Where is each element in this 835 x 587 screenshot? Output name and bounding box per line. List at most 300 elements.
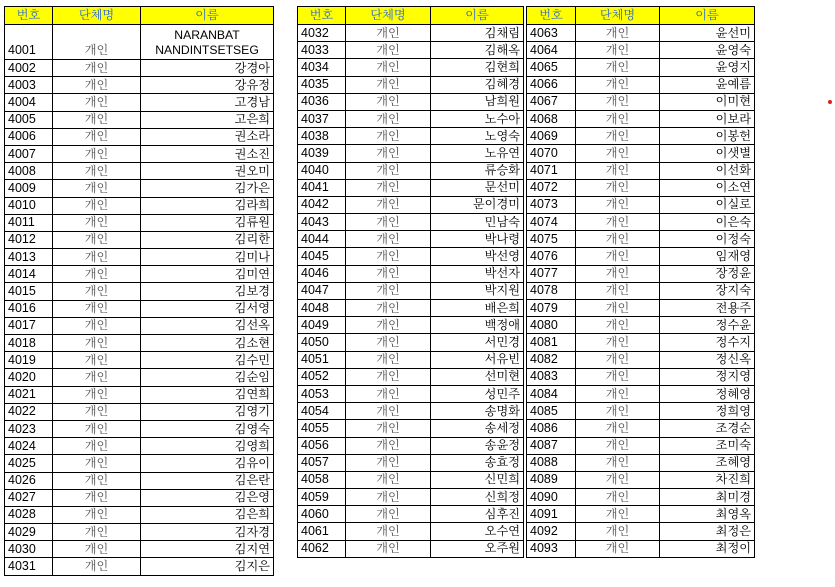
row-number: 4070: [527, 145, 576, 162]
row-group: 개인: [346, 454, 431, 471]
row-number: 4010: [5, 197, 53, 214]
roster-table-1: [4, 6, 274, 576]
row-number: 4018: [5, 335, 53, 352]
row-group: 개인: [346, 93, 431, 110]
row-number: 4081: [527, 334, 576, 351]
row-number: 4073: [527, 196, 576, 213]
row-name: 차진희: [660, 471, 755, 488]
table-row: [5, 335, 274, 352]
table-row: [5, 506, 274, 523]
table-row: [298, 385, 524, 402]
row-group: 개인: [53, 111, 141, 128]
table-row: [5, 403, 274, 420]
table-row: [298, 145, 524, 162]
row-number: 4075: [527, 231, 576, 248]
table-row: [5, 231, 274, 248]
table-row: [298, 437, 524, 454]
row-group: 개인: [346, 403, 431, 420]
table-row: [527, 162, 755, 179]
row-name: 김지은: [141, 558, 274, 575]
row-name: 이선화: [660, 162, 755, 179]
row-number: 4079: [527, 300, 576, 317]
table-row: [5, 249, 274, 266]
row-name: 정혜영: [660, 385, 755, 402]
row-number: 4007: [5, 145, 53, 162]
row-group: 개인: [576, 506, 660, 523]
row-name: 조미숙: [660, 437, 755, 454]
header-row: [5, 7, 274, 25]
table-row: [5, 541, 274, 558]
row-number: 4047: [298, 282, 346, 299]
row-number: 4057: [298, 454, 346, 471]
row-number: 4015: [5, 283, 53, 300]
row-number: 4076: [527, 248, 576, 265]
roster-table-2: [297, 6, 524, 558]
row-name: 권소진: [141, 145, 274, 162]
row-group: 개인: [53, 163, 141, 180]
table-row: [5, 352, 274, 369]
row-group: 개인: [53, 438, 141, 455]
row-group: 개인: [576, 317, 660, 334]
row-group: 개인: [346, 489, 431, 506]
row-group: 개인: [53, 524, 141, 541]
row-number: 4022: [5, 403, 53, 420]
row-name: 임재영: [660, 248, 755, 265]
row-group: 개인: [53, 300, 141, 317]
header-number: 번호: [5, 7, 53, 25]
row-number: 4041: [298, 179, 346, 196]
row-number: 4088: [527, 454, 576, 471]
row-number: 4034: [298, 59, 346, 76]
row-number: 4089: [527, 471, 576, 488]
row-name: 김미연: [141, 266, 274, 283]
row-number: 4030: [5, 541, 53, 558]
row-name: 권소라: [141, 128, 274, 145]
row-group: 개인: [53, 77, 141, 94]
table-row: [5, 197, 274, 214]
row-group: 개인: [53, 94, 141, 111]
row-group: 개인: [53, 506, 141, 523]
table-row: [5, 317, 274, 334]
table-row: [298, 506, 524, 523]
row-group: 개인: [53, 335, 141, 352]
row-number: 4026: [5, 472, 53, 489]
row-group: 개인: [53, 249, 141, 266]
row-group: 개인: [346, 162, 431, 179]
row-number: 4016: [5, 300, 53, 317]
row-number: 4092: [527, 523, 576, 540]
row-number: 4051: [298, 351, 346, 368]
row-group: 개인: [53, 214, 141, 231]
table-row: [5, 180, 274, 197]
row-name: 이미현: [660, 93, 755, 110]
table-row: [527, 25, 755, 42]
row-name: 권오미: [141, 163, 274, 180]
header-row: [298, 7, 524, 25]
table-row: [5, 266, 274, 283]
row-name: 최정이: [660, 540, 755, 557]
header-row: [527, 7, 755, 25]
row-group: 개인: [576, 248, 660, 265]
row-name: 김영숙: [141, 420, 274, 437]
table-row: [527, 420, 755, 437]
table-row: [527, 128, 755, 145]
row-name: 김자경: [141, 524, 274, 541]
row-number: 4084: [527, 385, 576, 402]
row-name: 김혜경: [431, 76, 524, 93]
row-name: 문이경미: [431, 196, 524, 213]
table-row: [527, 110, 755, 127]
row-number: 4014: [5, 266, 53, 283]
row-name: 박선영: [431, 248, 524, 265]
row-number: 4058: [298, 471, 346, 488]
row-group: 개인: [346, 145, 431, 162]
row-number: 4023: [5, 420, 53, 437]
row-name: 노유연: [431, 145, 524, 162]
row-name: 고은희: [141, 111, 274, 128]
row-number: 4093: [527, 540, 576, 557]
table-row: [298, 540, 524, 557]
row-group: 개인: [576, 162, 660, 179]
table-row: [527, 42, 755, 59]
header-number: 번호: [527, 7, 576, 25]
row-name: 민남숙: [431, 214, 524, 231]
row-name: 윤영숙: [660, 42, 755, 59]
row-number: 4053: [298, 385, 346, 402]
table-row: [527, 248, 755, 265]
table-row: [298, 59, 524, 76]
row-name: 남희원: [431, 93, 524, 110]
table-row: [5, 489, 274, 506]
table-row: [298, 454, 524, 471]
row-number: 4012: [5, 231, 53, 248]
table-row: [5, 472, 274, 489]
row-group: 개인: [576, 437, 660, 454]
row-name: 심후진: [431, 506, 524, 523]
row-number: 4045: [298, 248, 346, 265]
row-group: 개인: [576, 540, 660, 557]
row-number: 4064: [527, 42, 576, 59]
row-group: 개인: [53, 420, 141, 437]
row-name: 박선자: [431, 265, 524, 282]
table-row: [298, 179, 524, 196]
row-number: 4009: [5, 180, 53, 197]
header-number: 번호: [298, 7, 346, 25]
row-number: 4080: [527, 317, 576, 334]
row-name: 이은숙: [660, 214, 755, 231]
row-group: 개인: [53, 352, 141, 369]
table-row: [298, 214, 524, 231]
table-row: [5, 60, 274, 77]
table-row: [298, 317, 524, 334]
row-number: 4048: [298, 300, 346, 317]
table-row: [5, 438, 274, 455]
row-name: 김가은: [141, 180, 274, 197]
table-row: [5, 145, 274, 162]
row-group: 개인: [53, 386, 141, 403]
row-group: 개인: [576, 300, 660, 317]
table-row: [527, 214, 755, 231]
table-row: [5, 77, 274, 94]
row-name: 류승화: [431, 162, 524, 179]
table-row: [298, 42, 524, 59]
row-name: 서유빈: [431, 351, 524, 368]
roster-table-3: [526, 6, 755, 558]
row-group: 개인: [53, 25, 141, 60]
row-name: 정신옥: [660, 351, 755, 368]
table-row: [298, 76, 524, 93]
table-row: [5, 283, 274, 300]
row-group: 개인: [576, 334, 660, 351]
row-number: 4032: [298, 25, 346, 42]
row-group: 개인: [53, 455, 141, 472]
row-name: 최영옥: [660, 506, 755, 523]
row-name: 정수지: [660, 334, 755, 351]
row-group: 개인: [53, 231, 141, 248]
row-number: 4059: [298, 489, 346, 506]
table-row: [527, 523, 755, 540]
row-group: 개인: [346, 317, 431, 334]
row-group: 개인: [576, 454, 660, 471]
table-row: [5, 94, 274, 111]
table-row: [527, 454, 755, 471]
table-row: [298, 489, 524, 506]
row-number: 4008: [5, 163, 53, 180]
row-number: 4060: [298, 506, 346, 523]
row-number: 4091: [527, 506, 576, 523]
row-name: 김유이: [141, 455, 274, 472]
row-name: 노영숙: [431, 128, 524, 145]
row-group: 개인: [346, 523, 431, 540]
row-number: 4043: [298, 214, 346, 231]
row-number: 4020: [5, 369, 53, 386]
row-number: 4050: [298, 334, 346, 351]
row-number: 4031: [5, 558, 53, 575]
row-number: 4011: [5, 214, 53, 231]
row-group: 개인: [576, 42, 660, 59]
row-group: 개인: [576, 76, 660, 93]
row-group: 개인: [576, 420, 660, 437]
table-row: [298, 351, 524, 368]
table-row: [527, 540, 755, 557]
table-row: [298, 420, 524, 437]
row-number: 4001: [5, 25, 53, 60]
row-group: 개인: [53, 317, 141, 334]
row-name: 배은희: [431, 300, 524, 317]
row-group: 개인: [576, 265, 660, 282]
row-group: 개인: [346, 420, 431, 437]
row-number: 4078: [527, 282, 576, 299]
row-number: 4027: [5, 489, 53, 506]
row-number: 4083: [527, 368, 576, 385]
table-row: [527, 317, 755, 334]
row-group: 개인: [53, 180, 141, 197]
row-name: 김은란: [141, 472, 274, 489]
row-number: 4085: [527, 403, 576, 420]
row-group: 개인: [53, 472, 141, 489]
row-number: 4036: [298, 93, 346, 110]
row-group: 개인: [346, 25, 431, 42]
row-group: 개인: [576, 471, 660, 488]
row-name: 김수민: [141, 352, 274, 369]
row-group: 개인: [53, 558, 141, 575]
row-name: 김소현: [141, 335, 274, 352]
row-name: 김현희: [431, 59, 524, 76]
row-group: 개인: [576, 179, 660, 196]
row-number: 4046: [298, 265, 346, 282]
row-group: 개인: [53, 541, 141, 558]
table-row: [527, 196, 755, 213]
row-group: 개인: [576, 282, 660, 299]
row-number: 4056: [298, 437, 346, 454]
row-name: 김채림: [431, 25, 524, 42]
header-group: 단체명: [346, 7, 431, 25]
row-name: 송세정: [431, 420, 524, 437]
row-number: 4052: [298, 368, 346, 385]
table-row: [298, 110, 524, 127]
row-number: 4021: [5, 386, 53, 403]
table-row: [527, 265, 755, 282]
table-row: [527, 59, 755, 76]
row-name: 김지연: [141, 541, 274, 558]
row-name: 송명화: [431, 403, 524, 420]
row-group: 개인: [346, 437, 431, 454]
row-number: 4065: [527, 59, 576, 76]
row-name: 문선미: [431, 179, 524, 196]
row-name: 김연희: [141, 386, 274, 403]
table-row: [298, 248, 524, 265]
row-group: 개인: [346, 231, 431, 248]
row-group: 개인: [346, 471, 431, 488]
table-row: [298, 300, 524, 317]
row-group: 개인: [346, 76, 431, 93]
row-number: 4006: [5, 128, 53, 145]
table-row: [298, 368, 524, 385]
row-number: 4069: [527, 128, 576, 145]
header-name: 이름: [660, 7, 755, 25]
row-number: 4033: [298, 42, 346, 59]
row-group: 개인: [346, 540, 431, 557]
row-name: 이보라: [660, 110, 755, 127]
table-row: [527, 351, 755, 368]
table-row: [298, 334, 524, 351]
row-number: 4071: [527, 162, 576, 179]
row-group: 개인: [53, 60, 141, 77]
table-row: [5, 163, 274, 180]
row-name: 장지숙: [660, 282, 755, 299]
row-number: 4025: [5, 455, 53, 472]
row-number: 4035: [298, 76, 346, 93]
row-name: 김류원: [141, 214, 274, 231]
row-name: 박나령: [431, 231, 524, 248]
row-group: 개인: [576, 523, 660, 540]
row-group: 개인: [346, 179, 431, 196]
table-row: [5, 111, 274, 128]
row-number: 4004: [5, 94, 53, 111]
row-number: 4013: [5, 249, 53, 266]
table-row: [527, 76, 755, 93]
row-group: 개인: [576, 403, 660, 420]
row-number: 4055: [298, 420, 346, 437]
row-group: 개인: [576, 368, 660, 385]
row-number: 4074: [527, 214, 576, 231]
row-number: 4037: [298, 110, 346, 127]
row-name: 전용주: [660, 300, 755, 317]
row-name: 윤예름: [660, 76, 755, 93]
table-row: [527, 93, 755, 110]
row-name: 오주원: [431, 540, 524, 557]
row-number: 4062: [298, 540, 346, 557]
row-group: 개인: [53, 403, 141, 420]
row-group: 개인: [346, 265, 431, 282]
row-name: 장정윤: [660, 265, 755, 282]
row-group: 개인: [346, 128, 431, 145]
row-name: 최정은: [660, 523, 755, 540]
row-group: 개인: [53, 266, 141, 283]
row-group: 개인: [576, 231, 660, 248]
row-name: 윤선미: [660, 25, 755, 42]
row-group: 개인: [346, 214, 431, 231]
header-name: 이름: [141, 7, 274, 25]
row-name: 이봉헌: [660, 128, 755, 145]
row-group: 개인: [53, 197, 141, 214]
row-group: 개인: [576, 59, 660, 76]
header-group: 단체명: [576, 7, 660, 25]
row-number: 4087: [527, 437, 576, 454]
table-row: [527, 179, 755, 196]
table-row: [527, 145, 755, 162]
row-name: 이정숙: [660, 231, 755, 248]
table-row: [527, 506, 755, 523]
table-row: [298, 231, 524, 248]
row-name: 이샛별: [660, 145, 755, 162]
row-name: 정지영: [660, 368, 755, 385]
header-name: 이름: [431, 7, 524, 25]
row-number: 4077: [527, 265, 576, 282]
row-group: 개인: [346, 282, 431, 299]
row-name: 김영기: [141, 403, 274, 420]
row-name: 정수윤: [660, 317, 755, 334]
row-number: 4054: [298, 403, 346, 420]
row-group: 개인: [576, 385, 660, 402]
row-name: 윤영지: [660, 59, 755, 76]
row-number: 4082: [527, 351, 576, 368]
row-number: 4039: [298, 145, 346, 162]
header-group: 단체명: [53, 7, 141, 25]
row-group: 개인: [346, 334, 431, 351]
table-row: [5, 558, 274, 575]
table-row: [298, 471, 524, 488]
row-number: 4044: [298, 231, 346, 248]
row-name: 김순임: [141, 369, 274, 386]
row-group: 개인: [576, 93, 660, 110]
row-name: 김리한: [141, 231, 274, 248]
row-name: 신희정: [431, 489, 524, 506]
table-row: [527, 403, 755, 420]
row-number: 4061: [298, 523, 346, 540]
row-group: 개인: [346, 196, 431, 213]
table-row: [527, 471, 755, 488]
row-name: 김영희: [141, 438, 274, 455]
row-name: 박지원: [431, 282, 524, 299]
row-name: 조혜영: [660, 454, 755, 471]
table-row: [298, 128, 524, 145]
row-name: 김선옥: [141, 317, 274, 334]
row-group: 개인: [576, 214, 660, 231]
row-number: 4019: [5, 352, 53, 369]
table-row: [527, 282, 755, 299]
row-name: 선미현: [431, 368, 524, 385]
